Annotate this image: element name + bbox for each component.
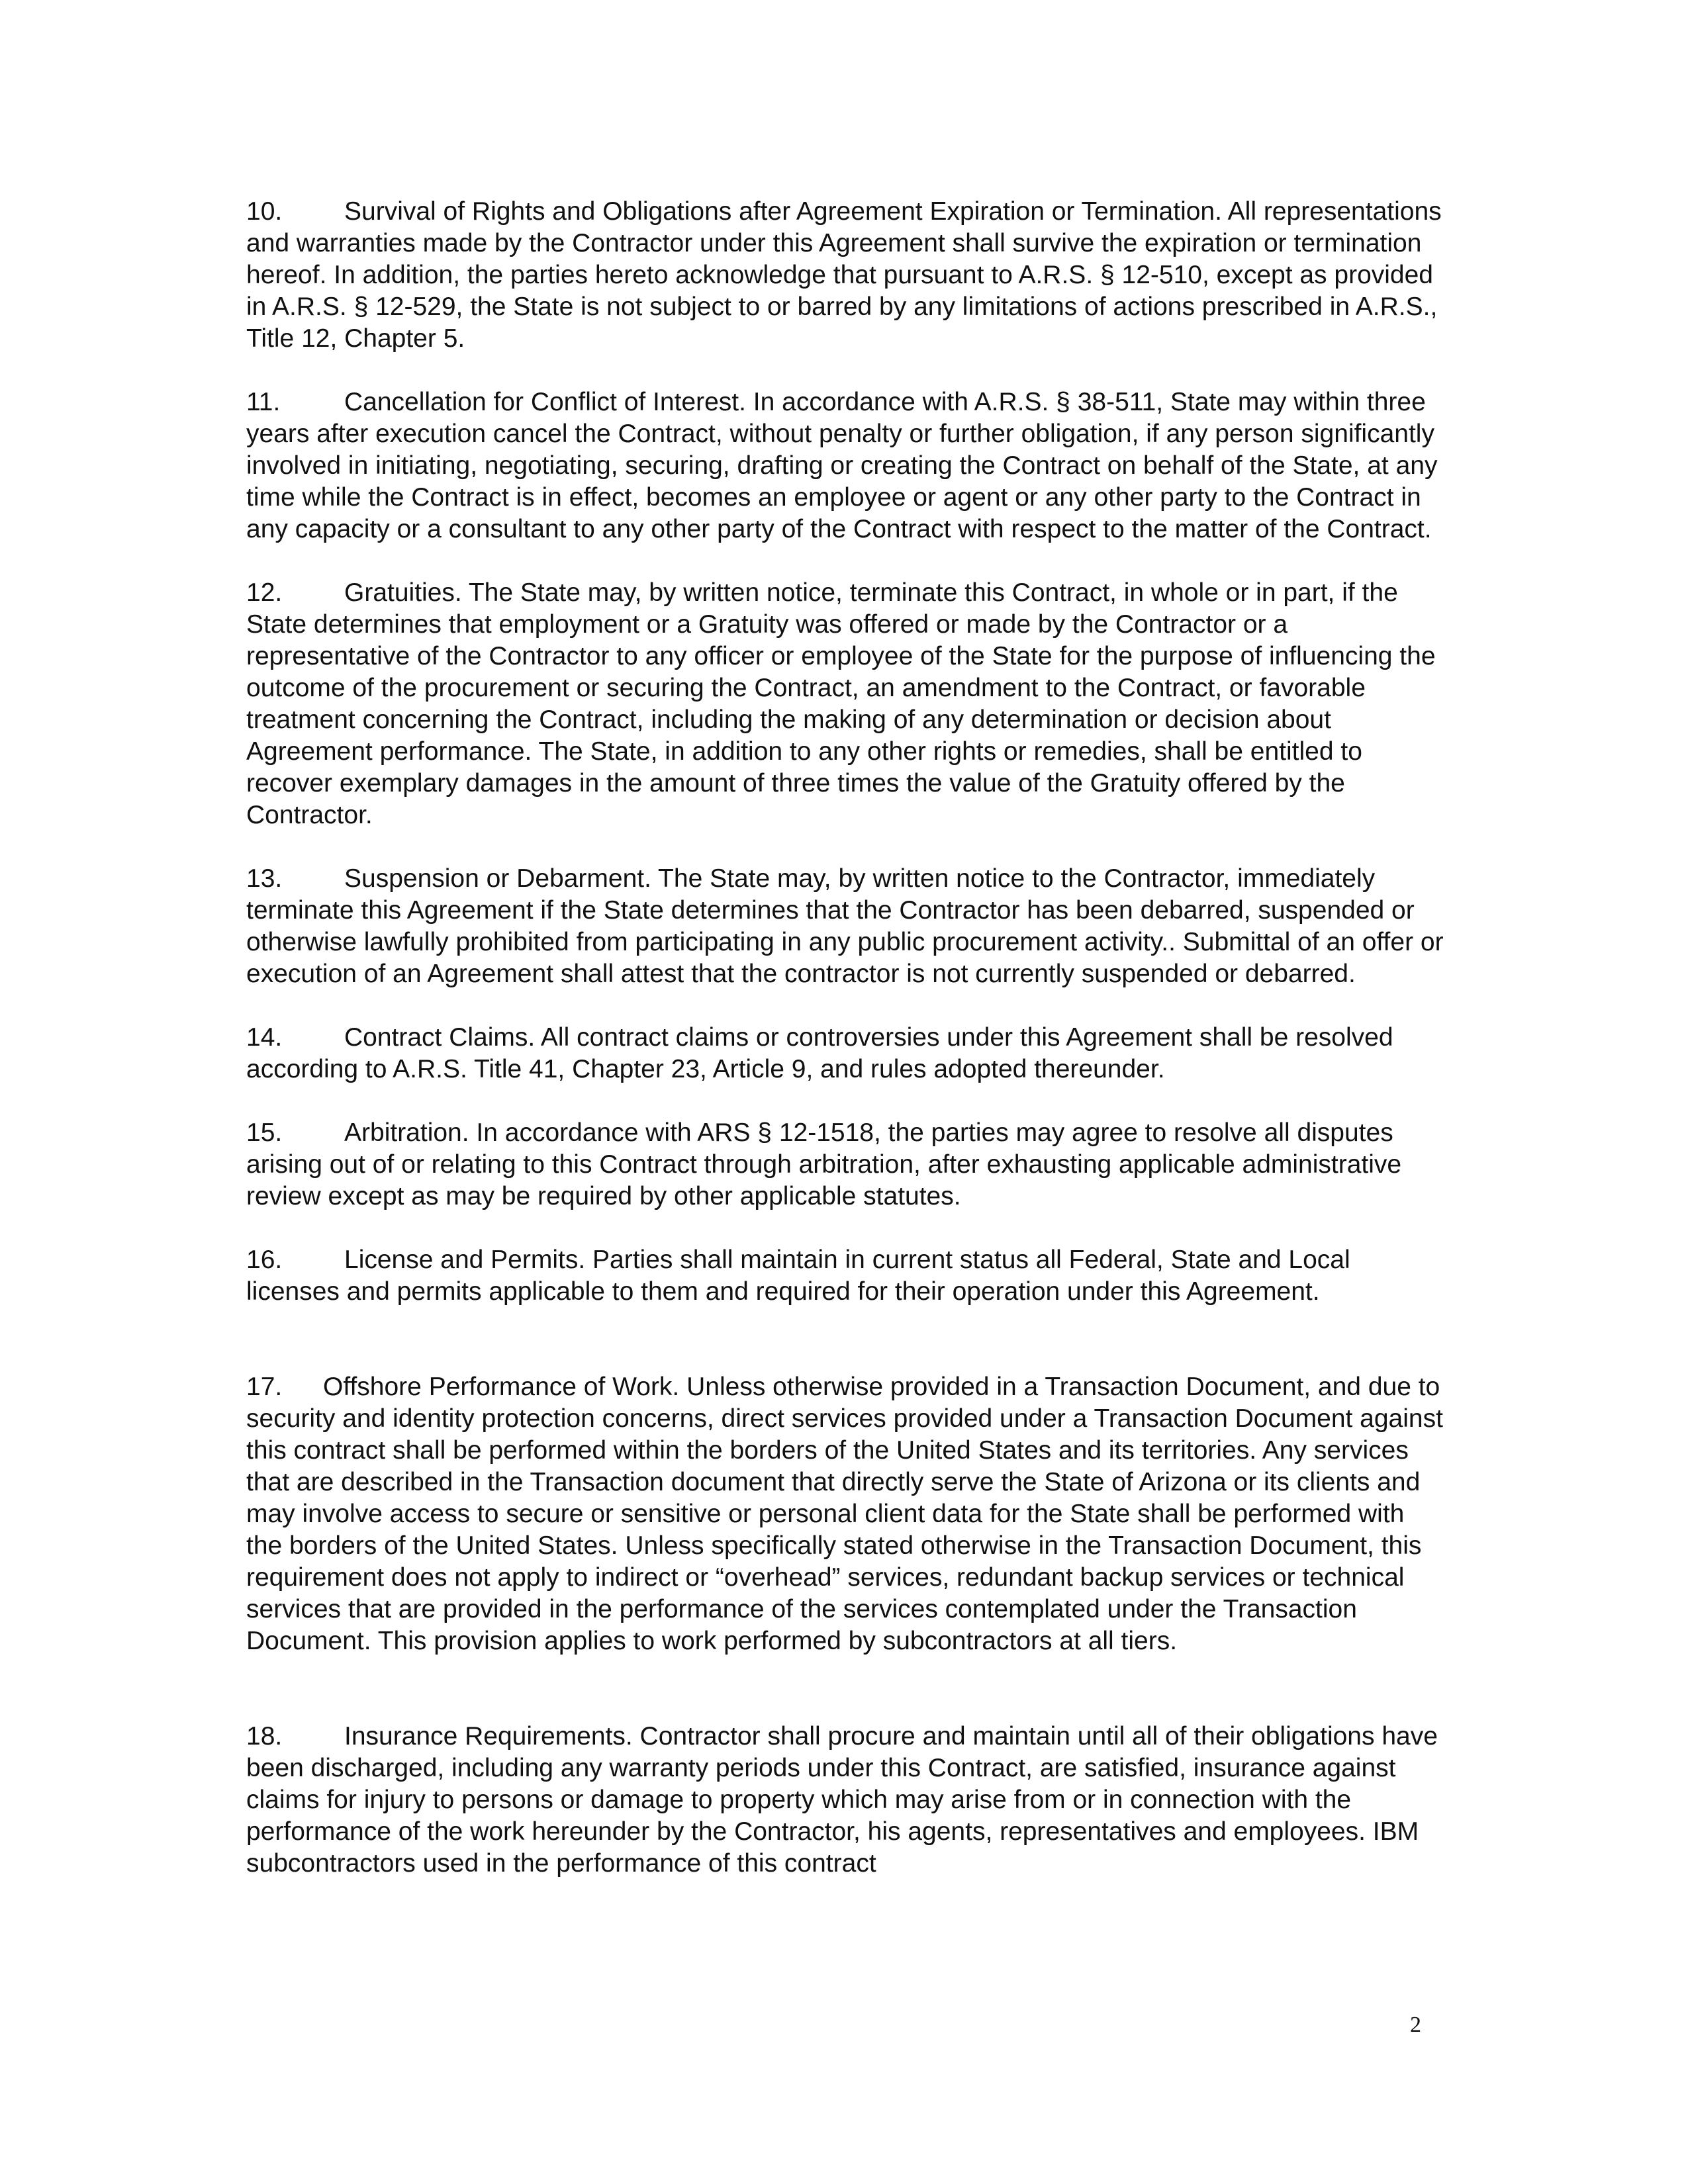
paragraph-15 — [246, 1117, 1444, 1212]
paragraph-text: Offshore Performance of Work. Unless otherwise provided in a Transaction Document, and due to security and identity protection concerns, direct services provided under a Transaction Document against this contract shall be performed within the borders of the United States and its territories. Any services that are described in the Transaction document that directly serve the State of Arizona or its clients and may involve access to secure or sensitive or personal client data for the State shall be performed with the borders of the United States. Unless specifically stated otherwise in the Transaction Document, this requirement does not apply to indirect or “overhead” services, redundant backup services or technical services that are provided in the performance of the services contemplated under the Transaction Document. This provision applies to work performed by subcontractors at all tiers. — [246, 1373, 1443, 1655]
paragraph-number: 16. — [246, 1246, 283, 1274]
paragraph-text: Contract Claims. All contract claims or controversies under this Agreement shall be resolved according to A.R.S. Title 41, Chapter 23, Article 9, and rules adopted thereunder. — [246, 1023, 1393, 1083]
paragraph-number: 15. — [246, 1118, 283, 1147]
paragraph-14 — [246, 1022, 1444, 1085]
paragraph-18 — [246, 1721, 1444, 1880]
paragraph-number: 10. — [246, 197, 283, 226]
paragraph-text: Arbitration. In accordance with ARS § 12-1518, the parties may agree to resolve all disputes arising out of or relating to this Contract through arbitration, after exhausting applicable administrative review except as may be required by other applicable statutes. — [246, 1118, 1402, 1210]
paragraph-text: Suspension or Debarment. The State may, by written notice to the Contractor, immediately terminate this Agreement if the State determines that the Contractor has been debarred, suspended or otherwise lawfully prohibited from participating in any public procurement activity.. Submittal of an offer or execution of an Agreement shall attest that the contractor is not currently suspended or debarred. — [246, 864, 1444, 988]
paragraph-number: 12. — [246, 578, 283, 607]
paragraph-12 — [246, 577, 1444, 831]
paragraph-10 — [246, 196, 1444, 355]
paragraph-16 — [246, 1244, 1444, 1308]
paragraph-11 — [246, 387, 1444, 545]
page-number: 2 — [1410, 2013, 1421, 2037]
paragraph-13 — [246, 863, 1444, 990]
paragraph-text: Insurance Requirements. Contractor shall procure and maintain until all of their obligations have been discharged, including any warranty periods under this Contract, are satisfied, insurance against claims for injury to persons or damage to property which may arise from or in connection with the performance of the work hereunder by the Contractor, his agents, representatives and employees. IBM subcontractors used in the performance of this contract — [246, 1722, 1438, 1878]
paragraph-number: 13. — [246, 864, 283, 893]
paragraph-number: 14. — [246, 1023, 283, 1052]
paragraph-number: 17. — [246, 1373, 283, 1401]
paragraph-17 — [246, 1371, 1444, 1657]
paragraph-text: Cancellation for Conflict of Interest. In accordance with A.R.S. § 38-511, State may within three years after execution cancel the Contract, without penalty or further obligation, if any person significantly involved in initiating, negotiating, securing, drafting or creating the Contract on behalf of the State, at any time while the Contract is in effect, becomes an employee or agent or any other party to the Contract in any capacity or a consultant to any other party of the Contract with respect to the matter of the Contract. — [246, 388, 1438, 543]
paragraph-text: Survival of Rights and Obligations after Agreement Expiration or Termination. All representations and warranties made by the Contractor under this Agreement shall survive the expiration or termination hereof. In addition, the parties hereto acknowledge that pursuant to A.R.S. § 12-510, except as provided in A.R.S. § 12-529, the State is not subject to or barred by any limitations of actions prescribed in A.R.S., Title 12, Chapter 5. — [246, 197, 1442, 353]
paragraph-text: License and Permits. Parties shall maintain in current status all Federal, State and Local licenses and permits applicable to them and required for their operation under this Agreement. — [246, 1246, 1350, 1306]
paragraph-number: 11. — [246, 388, 281, 416]
document-body — [246, 196, 1444, 1911]
paragraph-number: 18. — [246, 1722, 283, 1751]
paragraph-text: Gratuities. The State may, by written notice, terminate this Contract, in whole or in part, if the State determines that employment or a Gratuity was offered or made by the Contractor or a representative of the Contractor to any officer or employee of the State for the purpose of influencing the outcome of the procurement or securing the Contract, an amendment to the Contract, or favorable treatment concerning the Contract, including the making of any determination or decision about Agreement performance. The State, in addition to any other rights or remedies, shall be entitled to recover exemplary damages in the amount of three times the value of the Gratuity offered by the Contractor. — [246, 578, 1436, 829]
